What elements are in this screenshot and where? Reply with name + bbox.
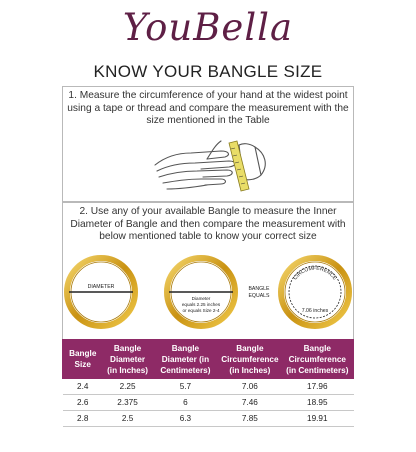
- header-circumference-inches: Bangle Circumference (in Inches): [219, 340, 281, 379]
- table-cell: 6: [152, 395, 219, 411]
- table-cell: 7.46: [219, 395, 281, 411]
- circumference-label: CIRCUMFERENCE: [292, 265, 338, 282]
- table-cell: 2.8: [63, 411, 103, 427]
- bangle-circumference-ring: [281, 258, 349, 326]
- table-cell: 18.95: [281, 395, 353, 411]
- table-cell: 2.25: [103, 379, 152, 395]
- table-cell: 17.96: [281, 379, 353, 395]
- table-row: [63, 379, 354, 395]
- step-1-panel: [62, 86, 354, 202]
- brand-logo: YouBella: [122, 6, 294, 49]
- table-cell: 2.4: [63, 379, 103, 395]
- bangle-equals-line-2: EQUALS: [248, 293, 270, 299]
- ring-diameter-line-1: Diameter: [191, 296, 211, 301]
- header-circumference-cm: Bangle Circumference (in Centimeters): [281, 340, 353, 379]
- bangle-size-table: [62, 339, 354, 427]
- table-cell: 2.375: [103, 395, 152, 411]
- circumference-value: 7.06 inches: [301, 308, 329, 314]
- table-cell: 2.6: [63, 395, 103, 411]
- table-cell: 6.3: [152, 411, 219, 427]
- ring-diameter-line-3: or equals Size 2-4: [182, 308, 220, 313]
- step-2-text: 2. Use any of your available Bangle to measure the Inner Diameter of Bangle and then compare the measurement with below mentioned table to know your correct size: [70, 206, 346, 242]
- table-row: [63, 411, 354, 427]
- ring-diameter-line-2: equals 2.25 inches: [181, 302, 221, 307]
- step-2-panel: [62, 202, 354, 340]
- diameter-label: DIAMETER: [87, 284, 115, 290]
- table-cell: 2.5: [103, 411, 152, 427]
- table-cell: 5.7: [152, 379, 219, 395]
- bangle-diameter-ring: [67, 258, 135, 326]
- svg-text:CIRCUMFERENCE: [292, 266, 337, 282]
- table-header-row: [63, 340, 354, 379]
- table-cell: 7.06: [219, 379, 281, 395]
- bangle-diagram: [63, 253, 355, 335]
- table-row: [63, 395, 354, 411]
- table-cell: 19.91: [281, 411, 353, 427]
- step-1-text: 1. Measure the circumference of your hand at the widest point using a tape or thread and compare the measurement with the size mentioned in the Table: [67, 90, 349, 126]
- table-cell: 7.85: [219, 411, 281, 427]
- hand-measuring-illustration: [151, 135, 271, 197]
- bangle-size-ring: [167, 258, 235, 326]
- header-diameter-cm: Bangle Diameter (in Centimeters): [152, 340, 219, 379]
- page-title: KNOW YOUR BANGLE SIZE: [93, 62, 323, 81]
- header-diameter-inches: Bangle Diameter (in Inches): [103, 340, 152, 379]
- bangle-equals-line-1: BANGLE: [248, 286, 270, 292]
- header-bangle-size: Bangle Size: [63, 340, 103, 379]
